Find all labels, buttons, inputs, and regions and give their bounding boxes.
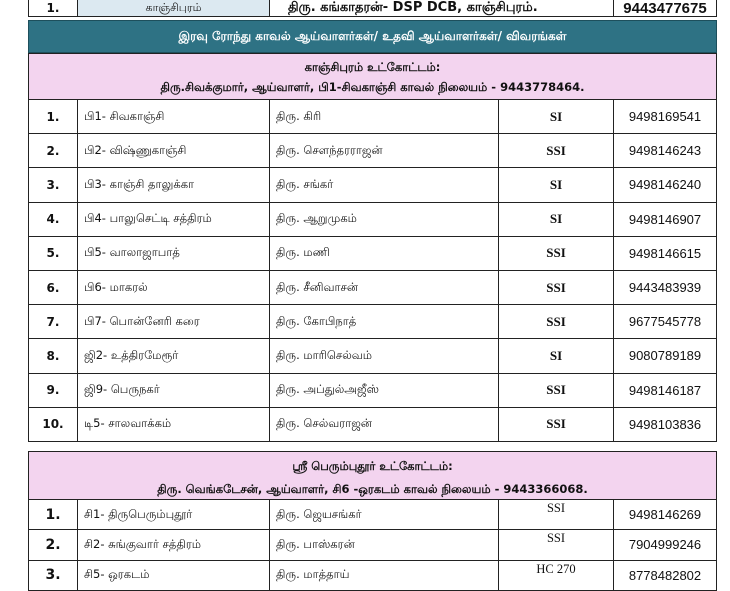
phone-cell: 9080789189	[614, 339, 717, 372]
station-cell: ஜி9- பெருநகர்	[78, 374, 270, 407]
rank-cell: SSI	[499, 305, 614, 338]
phone-cell: 9443477675	[614, 0, 717, 16]
table-row	[28, 168, 717, 202]
row-number: 10.	[28, 408, 78, 441]
table-row	[28, 237, 717, 271]
rank-cell: SSI	[499, 134, 614, 167]
phone-cell: 9498169541	[614, 100, 717, 133]
station-cell: பி1- சிவகாஞ்சி	[78, 100, 270, 133]
row-number: 4.	[28, 203, 78, 236]
officer-name-cell: திரு. சௌந்தரராஜன்	[270, 134, 499, 167]
rank-cell: SSI	[499, 237, 614, 270]
row-number: 5.	[28, 237, 78, 270]
row-number: 8.	[28, 339, 78, 372]
officer-name-cell: திரு. கோபிநாத்	[270, 305, 499, 338]
officer-name-cell: திரு. மாரிசெல்வம்	[270, 339, 499, 372]
section-header-kanchipuram	[28, 53, 717, 100]
rank-cell: SSI	[499, 374, 614, 407]
station-cell: காஞ்சிபுரம்	[78, 0, 270, 16]
officer-name-cell: திரு. ஆறுமுகம்	[270, 203, 499, 236]
station-cell: சி2- சுங்குவார் சத்திரம்	[78, 530, 270, 559]
station-cell: பி2- விஷ்ணுகாஞ்சி	[78, 134, 270, 167]
section-title: காஞ்சிபுரம் உட்கோட்டம்:	[304, 60, 441, 74]
phone-cell: 9498146269	[614, 500, 717, 529]
phone-cell: 9498146240	[614, 168, 717, 201]
section-title: ஸ்ரீ பெரும்புதூர் உட்கோட்டம்:	[292, 459, 453, 473]
phone-cell: 9498146615	[614, 237, 717, 270]
rank-cell: SI	[499, 339, 614, 372]
table-row	[28, 530, 717, 560]
officer-name-cell: திரு. சீனிவாசன்	[270, 271, 499, 304]
phone-cell: 9677545778	[614, 305, 717, 338]
row-number: 6.	[28, 271, 78, 304]
station-cell: பி4- பாலுசெட்டி சத்திரம்	[78, 203, 270, 236]
phone-cell: 9498103836	[614, 408, 717, 441]
row-number: 3.	[28, 168, 78, 201]
row-number: 9.	[28, 374, 78, 407]
table-row	[28, 271, 717, 305]
row-number: 2.	[28, 134, 78, 167]
officer-name-cell: திரு. சங்கர்	[270, 168, 499, 201]
rank-cell: SSI	[499, 408, 614, 441]
table-banner: இரவு ரோந்து காவல் ஆய்வாளர்கள்/ உதவி ஆய்வாளர்கள்/ விவரங்கள்	[28, 20, 717, 53]
officer-name-cell: திரு. செல்வராஜன்	[270, 408, 499, 441]
phone-cell: 9498146243	[614, 134, 717, 167]
rank-cell: SSI	[499, 500, 614, 529]
phone-cell: 7904999246	[614, 530, 717, 559]
row-number: 7.	[28, 305, 78, 338]
section-header-sriperumbudur	[28, 451, 717, 500]
table-row	[28, 134, 717, 168]
phone-cell: 9443483939	[614, 271, 717, 304]
station-cell: பி6- மாகரல்	[78, 271, 270, 304]
phone-cell: 9498146187	[614, 374, 717, 407]
station-cell: பி5- வாலாஜாபாத்	[78, 237, 270, 270]
table-row	[28, 500, 717, 530]
table-row	[28, 203, 717, 237]
table-row	[28, 561, 717, 591]
rank-cell: HC 270	[499, 561, 614, 590]
row-number: 2.	[28, 530, 78, 559]
row-number: 1.	[28, 100, 78, 133]
row-number: 1.	[28, 500, 78, 529]
table-row	[28, 339, 717, 373]
rank-cell: SI	[499, 168, 614, 201]
section-subtitle: திரு.சிவக்குமார், ஆய்வாளர், பி1-சிவகாஞ்சி காவல் நிலையம் - 9443778464.	[160, 80, 585, 94]
station-cell: சி1- திருபெரும்புதூர்	[78, 500, 270, 529]
section-subtitle: திரு. வெங்கடேசன், ஆய்வாளர், சி6 -ஒரகடம் காவல் நிலையம் - 9443366068.	[157, 482, 588, 496]
rank-cell: SSI	[499, 530, 614, 559]
station-cell: ஜி2- உத்திரமேரூர்	[78, 339, 270, 372]
officer-name-cell: திரு. ஜெயசங்கர்	[270, 500, 499, 529]
station-cell: பி7- பொன்னேரி கரை	[78, 305, 270, 338]
rank-cell: SI	[499, 203, 614, 236]
phone-cell: 9498146907	[614, 203, 717, 236]
row-number: 3.	[28, 561, 78, 590]
officer-name-cell: திரு. கங்காதரன்- DSP DCB, காஞ்சிபுரம்.	[270, 0, 614, 16]
officer-name-cell: திரு. அப்துல்அஜீஸ்	[270, 374, 499, 407]
officer-name-cell: திரு. கிரி	[270, 100, 499, 133]
table-row	[28, 408, 717, 442]
station-cell: டி5- சாலவாக்கம்	[78, 408, 270, 441]
station-cell: சி5- ஒரகடம்	[78, 561, 270, 590]
rank-cell: SI	[499, 100, 614, 133]
officer-name-cell: திரு. மணி	[270, 237, 499, 270]
rank-cell: SSI	[499, 271, 614, 304]
officer-name-cell: திரு. மாத்தாய்	[270, 561, 499, 590]
phone-cell: 8778482802	[614, 561, 717, 590]
table-row	[28, 305, 717, 339]
table-row	[28, 374, 717, 408]
table-row	[28, 100, 717, 134]
table-row-top	[28, 0, 717, 17]
station-cell: பி3- காஞ்சி தாலுக்கா	[78, 168, 270, 201]
officer-name-cell: திரு. பாஸ்கரன்	[270, 530, 499, 559]
row-number: 1.	[28, 0, 78, 16]
